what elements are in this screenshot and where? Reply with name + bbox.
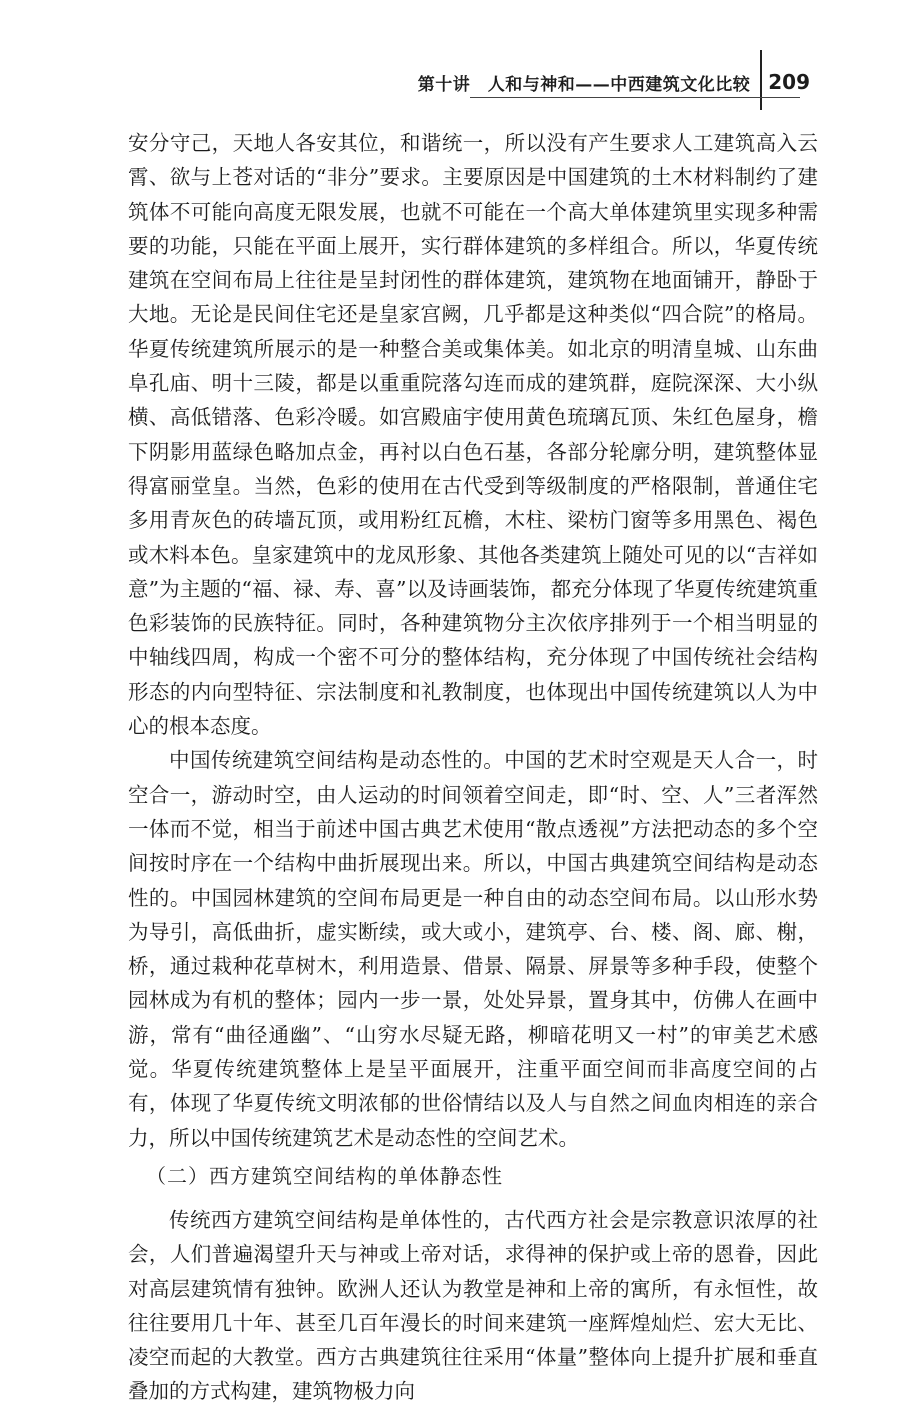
page-number: 209: [768, 70, 810, 94]
header-rule-line: [470, 97, 800, 98]
running-header: [418, 62, 810, 102]
paragraph-1: 安分守己，天地人各安其位，和谐统一，所以没有产生要求人工建筑高入云霄、欲与上苍对话的“非分”要求。主要原因是中国建筑的土木材料制约了建筑体不可能向高度无限发展，也就不可能在一个高大单体建筑里实现多种需要的功能，只能在平面上展开，实行群体建筑的多样组合。所以，华夏传统建筑在空间布局上往往是呈封闭性的群体建筑，建筑物在地面铺开，静卧于大地。无论是民间住宅还是皇家宫阙，几乎都是这种类似“四合院”的格局。华夏传统建筑所展示的是一种整合美或集体美。如北京的明清皇城、山东曲阜孔庙、明十三陵，都是以重重院落勾连而成的建筑群，庭院深深、大小纵横、高低错落、色彩冷暖。如宫殿庙宇使用黄色琉璃瓦顶、朱红色屋身，檐下阴影用蓝绿色略加点金，再衬以白色石基，各部分轮廓分明，建筑整体显得富丽堂皇。当然，色彩的使用在古代受到等级制度的严格限制，普通住宅多用青灰色的砖墙瓦顶，或用粉红瓦檐，木柱、梁枋门窗等多用黑色、褐色或木料本色。皇家建筑中的龙凤形象、其他各类建筑上随处可见的以“吉祥如意”为主题的“福、禄、寿、喜”以及诗画装饰，都充分体现了华夏传统建筑重色彩装饰的民族特征。同时，各种建筑物分主次依序排列于一个相当明显的中轴线四周，构成一个密不可分的整体结构，充分体现了中国传统社会结构形态的内向型特征、宗法制度和礼教制度，也体现出中国传统建筑以人为中心的根本态度。: [128, 131, 818, 739]
paragraph-3: 传统西方建筑空间结构是单体性的，古代西方社会是宗教意识浓厚的社会，人们普遍渴望升天与神或上帝对话，求得神的保护或上帝的恩眷，因此对高层建筑情有独钟。欧洲人还认为教堂是神和上帝的寓所，有永恒性，故往往要用几十年、甚至几百年漫长的时间来建筑一座辉煌灿烂、宏大无比、凌空而起的大教堂。西方古典建筑往往采用“体量”整体向上提升扩展和垂直叠加的方式构建，建筑物极力向: [128, 1207, 818, 1404]
paragraph-2: 中国传统建筑空间结构是动态性的。中国的艺术时空观是天人合一，时空合一，游动时空，由人运动的时间领着空间走，即“时、空、人”三者浑然一体而不觉，相当于前述中国古典艺术使用“散点透视”方法把动态的多个空间按时序在一个结构中曲折展现出来。所以，中国古典建筑空间结构是动态性的。中国园林建筑的空间布局更是一种自由的动态空间布局。以山形水势为导引，高低曲折，虚实断续，或大或小，建筑亭、台、楼、阁、廊、榭，桥，通过栽种花草树木，利用造景、借景、隔景、屏景等多种手段，使整个园林成为有机的整体；园内一步一景，处处异景，置身其中，仿佛人在画中游，常有“曲径通幽”、“山穷水尽疑无路，柳暗花明又一村”的审美艺术感觉。华夏传统建筑整体上是呈平面展开，注重平面空间而非高度空间的占有，体现了华夏传统文明浓郁的世俗情结以及人与自然之间血肉相连的亲合力，所以中国传统建筑艺术是动态性的空间艺术。: [128, 748, 818, 1150]
section-heading: （二）西方建筑空间结构的单体静态性: [146, 1163, 503, 1188]
page-body: [128, 126, 818, 1409]
chapter-title: 第十讲 人和与神和——中西建筑文化比较: [417, 74, 751, 95]
